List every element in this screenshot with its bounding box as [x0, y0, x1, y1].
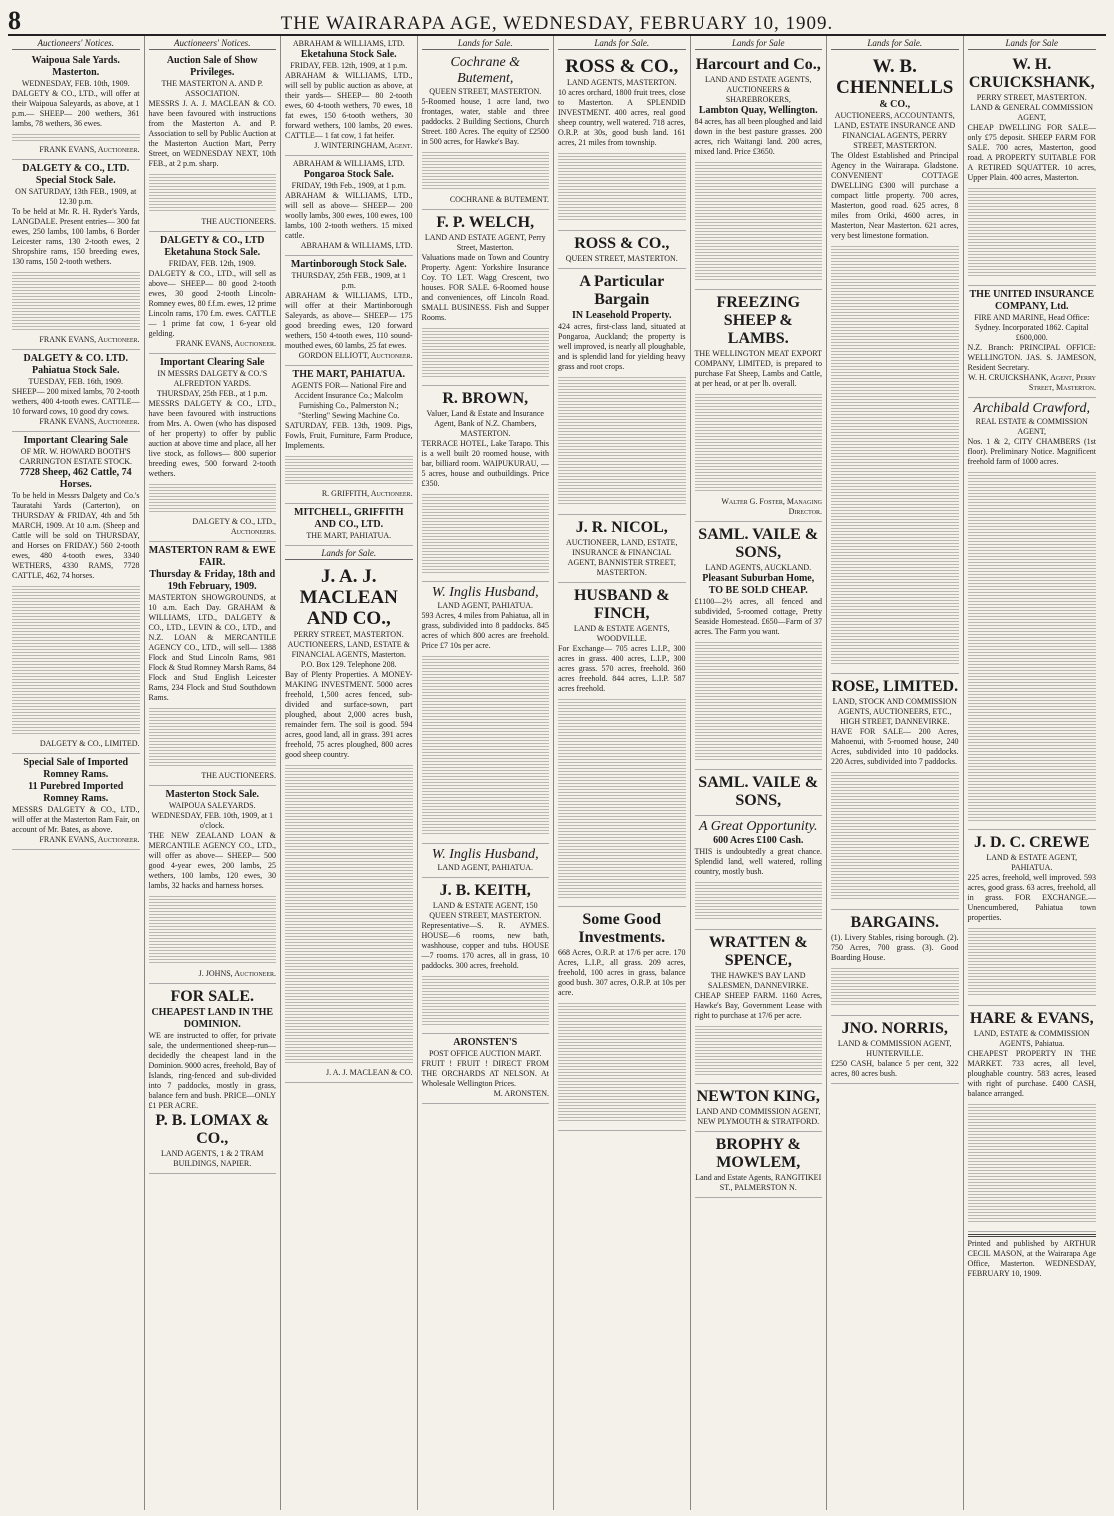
ad-maclean — [285, 562, 413, 1083]
ad-aw-pongaroa — [285, 156, 413, 256]
ad-body: 424 acres, first-class land, situated at Pongaroa, Auckland; the property is well improved, is nearly all ploughable, and is splendid land for yielding heavy grass and root crops. — [558, 322, 686, 371]
ad-signature: ABRAHAM & WILLIAMS, LTD. — [300, 241, 413, 250]
ad-pahiatua-sale — [12, 350, 140, 432]
ad-signature: DALGETY & CO., LTD., Auctioneers. — [192, 517, 276, 536]
ad-subtitle: CHEAPEST LAND IN THE DOMINION. — [151, 1007, 274, 1030]
ad-subtitle: QUEEN STREET, MASTERTON. — [565, 254, 678, 263]
ad-aw-martinborough — [285, 256, 413, 366]
ad-title: BROPHY & MOWLEM, — [715, 1136, 801, 1171]
ad-body: 5-Roomed house, 1 acre land, two frontages, water, stable and three paddocks. 2 Building Sections, Church Street. 180 Acres. The equity of £2500 in 500 acres, for Hawke's Bay. — [421, 97, 549, 146]
ad-title: J. R. NICOL, — [575, 519, 668, 536]
ad-title: HUSBAND & FINCH, — [573, 587, 670, 622]
ad-title: MASTERTON RAM & EWE FAIR. — [148, 545, 276, 568]
ad-title: Pongaroa Stock Sale. — [303, 169, 394, 180]
ad-title: FREEZING SHEEP & LAMBS. — [716, 294, 801, 347]
ad-title: Special Sale of Imported Romney Rams. — [23, 757, 129, 780]
ad-title: Masterton Stock Sale. — [165, 789, 260, 800]
ad-title: Archibald Crawford, — [973, 401, 1090, 416]
ad-date: THURSDAY, 25th FEB., 1909, at 1 p.m. — [291, 271, 406, 290]
ad-body: MESSRS J. A. J. MACLEAN & CO. have been favoured with instructions from the Masterton A. and P. Association to sell by Public Auction at the Masterton Auction Mart, Perry Street, on WEDNESDAY NEXT, 10th FEB., at 2 p.m. sharp. — [148, 99, 276, 168]
column-7 — [827, 36, 964, 1510]
ad-body: Representative—S. R. AYMES. HOUSE—6 rooms, new bath, washhouse, copper and tubs. HOUSE—7 rooms. 170 acres, all in grass, 10 paddocks. 300 acres, freehold. — [421, 921, 549, 970]
ad-carrington-sale — [12, 432, 140, 754]
ad-subtitle: LAND AND ESTATE AGENT, Perry Street, Masterton. — [424, 233, 546, 252]
ad-body: N.Z. Branch: PRINCIPAL OFFICE: WELLINGTON. JAS. S. JAMESON, Resident Secretary. — [967, 343, 1096, 372]
ad-title: J. B. KEITH, — [439, 882, 531, 899]
ad-telephone: P.O. Box 129. Telephone 208. — [300, 660, 397, 669]
ad-location: Lambton Quay, Wellington. — [698, 105, 818, 116]
ad-body: MESSRS DALGETY & CO., LTD., will offer at the Masterton Ram Fair, on account of Mr. Bates, as above. — [12, 805, 140, 834]
ad-body: £250 CASH, balance 5 per cent, 322 acres, 80 acres bush. — [831, 1059, 959, 1078]
newspaper-title: THE WAIRARAPA AGE, WEDNESDAY, FEBRUARY 10, 1909. — [280, 13, 834, 34]
ad-date: THURSDAY, 25th FEB., at 1 p.m. — [156, 389, 268, 398]
ad-body: HAVE FOR SALE— 200 Acres, Mahoenui, with 5-roomed house, 240 Acres, subdivided into 10 paddocks. 220 Acres, subdivided into 7 paddocks. — [831, 727, 959, 766]
ad-signature: FRANK EVANS, Auctioneer. — [39, 335, 140, 344]
ad-freezing-sheep — [695, 290, 823, 522]
ad-vaile-2 — [695, 770, 823, 816]
ad-subtitle: 600 Acres £100 Cash. — [713, 835, 804, 846]
ad-title: DALGETY & CO., LTD — [159, 235, 265, 246]
ad-title: ARONSTEN'S — [453, 1037, 518, 1048]
ad-title: HARE & EVANS, — [969, 1010, 1094, 1027]
ad-title: Cochrane & Butement, — [450, 55, 521, 86]
ad-subtitle: LAND & ESTATE AGENTS, WOODVILLE. — [573, 624, 670, 643]
ad-body: CHEAP SHEEP FARM. 1160 Acres, Hawke's Bay, Government Lease with right to purchase at 17/6 per acre. — [694, 991, 822, 1020]
ad-title: Eketahuna Stock Sale. — [300, 49, 397, 60]
ad-body: MASTERTON SHOWGROUNDS, at 10 a.m. Each Day. GRAHAM & WILLIAMS, LTD., DALGETY & CO., LTD., LEVIN & CO., LTD., and N.Z. LOAN & MERCANTILE AGENCY CO., LTD., will sell— 1388 Flock and Stud Lincoln Rams, 981 Flock & Stud Romney Marsh Rams, 84 Flock and Stud English Leicester Rams, 234 Flock and Stud Southdown Rams. — [148, 593, 276, 702]
ad-signature: R. GRIFFITH, Auctioneer. — [321, 489, 413, 498]
ad-subtitle: LAND AGENTS, AUCKLAND. — [705, 563, 812, 572]
ad-body: Nos. 1 & 2, CITY CHAMBERS (1st floor). Preliminary Notice. Magnificent freehold farm of 1000 acres. — [967, 437, 1096, 466]
ad-alfredton-sale — [149, 354, 277, 542]
section-header: Lands for Sale. — [558, 36, 686, 50]
ad-harcourt — [695, 52, 823, 290]
section-header: Lands for Sale. — [422, 36, 550, 50]
ad-signature: FRANK EVANS, Auctioneer. — [39, 417, 140, 426]
ad-aw-eketahuna — [285, 36, 413, 156]
ad-body: DALGETY & CO., LTD., will sell as above— SHEEP— 80 good 2-tooth ewes, 30 good 2-tooth Lincoln-Romney ewes, 80 f.f.m. ewes, 12 prime Lincoln rams, 170 f.m. ewes. CATTLE— 1 prime fat cow, 1 6-year old gelding. — [148, 269, 276, 338]
ad-inglis-husband — [422, 582, 550, 844]
ad-body: Valuations made on Town and Country Property. Agent: Yorkshire Insurance Coy. TO LET. Wagg Crescent, two houses. FOR SALE. 6-Roomed house and conveniences, off Lincoln Road. SMALL BUSINESS. Fish and Supper Rooms. — [421, 253, 549, 322]
ad-subtitle: FIRE AND MARINE, Head Office: Sydney. Incorporated 1862. Capital £600,000. — [974, 313, 1090, 342]
ad-subtitle: LAND, STOCK AND COMMISSION AGENTS, AUCTIONEERS, ETC., HIGH STREET, DANNEVIRKE. — [832, 697, 957, 726]
ad-title: JNO. NORRIS, — [841, 1020, 948, 1037]
ad-subtitle: LAND AGENT, PAHIATUA. — [437, 863, 534, 872]
ad-subtitle: AUCTIONEER, LAND, ESTATE, INSURANCE & FINANCIAL AGENT, BANNISTER STREET, MASTERTON. — [565, 538, 678, 577]
ad-title: Waipoua Sale Yards. Masterton. — [31, 55, 120, 78]
ad-body: For Exchange— 705 acres L.I.P., 300 acres in grass. 400 acres, L.I.P., 300 acres grass. 570 acres, freehold. 360 acres freehold. 844 acres, L.I.P. 587 acres freehold. — [558, 644, 686, 693]
ad-subtitle: 11 Purebred Imported Romney Rams. — [28, 781, 124, 804]
ad-mart-pahiatua — [285, 366, 413, 504]
ad-body: TERRACE HOTEL, Lake Tarapo. This is a well built 20 roomed house, with bar, billiard room. WAIPUKURAU, — 5 acres, house and outbuildings. Price £350. — [421, 439, 549, 488]
ad-subtitle: THE HAWKE'S BAY LAND SALESMEN, DANNEVIRKE. — [707, 971, 809, 990]
ad-aronsten — [422, 1034, 550, 1104]
section-header: Auctioneers' Notices. — [149, 36, 277, 50]
ad-signature: M. ARONSTEN. — [493, 1089, 549, 1098]
ad-husband-finch — [558, 583, 686, 907]
ad-brown — [422, 386, 550, 582]
ad-cheapest-land — [149, 984, 277, 1174]
ad-keith — [422, 878, 550, 1034]
ad-subtitle: Special Stock Sale. — [35, 175, 116, 186]
ad-subtitle: Eketahuna Stock Sale. — [164, 247, 261, 258]
ad-norris — [831, 1016, 959, 1084]
section-header: Auctioneers' Notices. — [12, 36, 140, 50]
ad-body: 225 acres, freehold, well improved. 593 acres, good grass. 63 acres, freehold, all in grass. FOR EXCHANGE.— Unencumbered, Pahiatua town properties. — [967, 873, 1096, 922]
ad-body: The Oldest Established and Principal Agency in the Wairarapa. Gladstone. CONVENIENT COTTAGE DWELLING £300 will purchase a compact little property. 700 acres, Masterton, good road. 625 acres, 8 miles from Oriki, 4600 acres, in Masterton, Near Masterton. 621 acres, very best limestone formation. — [831, 151, 959, 240]
ad-title: Some Good Investments. — [578, 911, 666, 946]
ad-signature: THE AUCTIONEERS. — [201, 771, 276, 780]
ad-investments — [558, 907, 686, 1131]
ad-cochrane-butement — [422, 52, 550, 210]
column-6 — [691, 36, 828, 1510]
column-1 — [8, 36, 145, 1510]
ad-header: ABRAHAM & WILLIAMS, LTD. — [292, 159, 405, 168]
column-3 — [281, 36, 418, 1510]
agent-name: P. B. LOMAX & CO., — [155, 1112, 270, 1147]
ad-show-privileges — [149, 52, 277, 232]
ad-subtitle: LAND, ESTATE & COMMISSION AGENTS, Pahiatua. — [973, 1029, 1090, 1048]
ad-title: W. H. CRUICKSHANK, — [968, 56, 1095, 91]
ad-signature: Walter G. Foster, Managing Director. — [721, 497, 822, 516]
ad-subtitle: PERRY STREET, MASTERTON. AUCTIONEERS, LAND, ESTATE & FINANCIAL AGENTS, Masterton. — [287, 630, 410, 659]
ad-ram-ewe-fair — [149, 542, 277, 786]
ad-body: CHEAP DWELLING FOR SALE—only £75 deposit. SHEEP FARM FOR SALE. 700 acres, Masterton, good road. A PROPERTY SUITABLE FOR A RETIRED SQUATTER. 10 acres, Upper Plain. 400 acres, Masterton. — [967, 123, 1096, 182]
imprint: Printed and published by ARTHUR CECIL MASON, at the Wairarapa Age Office, Masterton. WEDNESDAY, FEBRUARY 10, 1909. — [967, 1239, 1096, 1278]
ad-subtitle: LAND AGENT, PAHIATUA. — [437, 601, 534, 610]
ad-subtitle: LAND AGENTS, MASTERTON. — [566, 78, 677, 87]
ad-date: TUESDAY, FEB. 16th, 1909. — [28, 377, 123, 386]
ad-subtitle: OF MR. W. HOWARD BOOTH'S CARRINGTON ESTATE STOCK. — [19, 447, 133, 466]
ad-cruickshank — [968, 52, 1097, 286]
ad-body: DALGETY & CO., LTD., will offer at their Waipoua Saleyards, as above, at 1 p.m.— SHEEP— 200 wethers, 361 lambs, 78 wethers, 36 ewes. — [12, 89, 140, 128]
ad-title: WRATTEN & SPENCE, — [708, 934, 808, 969]
ad-title: ROSS & CO., — [574, 235, 670, 252]
column-5 — [554, 36, 691, 1510]
ad-body: 668 Acres, O.R.P. at 17/6 per acre. 170 Acres, L.I.P., all grass. 209 acres, freehold, 100 acres in grass, balance good bush. 307 acres, O.R.P. at 10s per acre. — [558, 948, 686, 997]
ad-langdale-sale — [12, 160, 140, 350]
ad-title: Important Clearing Sale — [160, 357, 265, 368]
ad-title: W. B. CHENNELLS — [836, 56, 954, 98]
ad-subtitle: LAND & COMMISSION AGENT, HUNTERVILLE. — [837, 1039, 952, 1058]
ad-title: SAML. VAILE & SONS, — [698, 526, 819, 561]
ad-date: FRIDAY, FEB. 12th, 1909. — [168, 259, 256, 268]
ad-crawford — [968, 398, 1097, 830]
ad-subtitle: PERRY STREET, MASTERTON. LAND & GENERAL COMMISSION AGENT, — [970, 93, 1094, 122]
ad-body: ABRAHAM & WILLIAMS, LTD., will sell as above— SHEEP— 200 woolly lambs, 300 ewes, 100 ewes, 100 lambs, 100 2-tooth wethers. 15 mixed cattle. — [285, 191, 413, 240]
ad-title: ROSS & CO., — [565, 56, 679, 77]
ad-description: AUCTIONEERS, ACCOUNTANTS, LAND, ESTATE INSURANCE AND FINANCIAL AGENTS, PERRY STREET, MASTERTON. — [834, 111, 956, 150]
ad-great-opportunity — [695, 816, 823, 930]
ad-title: THE UNITED INSURANCE COMPANY, Ltd. — [969, 289, 1094, 312]
section-header: Lands for Sale. — [831, 36, 959, 50]
ad-subtitle: Valuer, Land & Estate and Insurance Agent, Bank of N.Z. Chambers, MASTERTON. — [426, 409, 544, 438]
ad-welch — [422, 210, 550, 386]
ad-subtitle: LAND & ESTATE AGENT, PAHIATUA. — [986, 853, 1078, 872]
ad-location: Pleasant Suburban Home, TO BE SOLD CHEAP. — [702, 573, 815, 596]
section-header: Lands for Sale — [695, 36, 823, 50]
ad-title: ROSE, LIMITED. — [831, 678, 959, 695]
ad-subtitle: LAND & ESTATE AGENT, 150 QUEEN STREET, MASTERTON. — [429, 901, 542, 920]
column-4 — [418, 36, 555, 1510]
ad-subtitle: Land and Estate Agents, RANGITIKEI ST., PALMERSTON N. — [695, 1173, 822, 1192]
ad-signature: FRANK EVANS, Auctioneer. — [175, 339, 276, 348]
ad-body: To be held at Mr. R. H. Ryder's Yards, LANGDALE. Present entries— 300 fat ewes, 250 lambs, 100 lambs, 6 Border Leicester rams, 130 2-tooth ewes, 2 Shropshire rams, 150 breeding ewes, 130 rams, 150 2-tooth wethers. — [12, 207, 140, 266]
ad-body: To be held in Messrs Dalgety and Co.'s Tauratahi Yards (Carterton), on THURSDAY & FRIDAY, 4th and 5th MARCH, 1909. At 10 a.m. (Sheep and Cattle will be sold on THURSDAY, and Horses on FRIDAY.) 560 2-tooth ewes, 480 4-tooth ewes, 3340 WETHERS, 4330 RAMS, 7728 CATTLE, 462, 74 horses. — [12, 491, 140, 580]
ad-bargain — [558, 269, 686, 515]
ad-romney-rams — [12, 754, 140, 850]
ad-title: BARGAINS. — [850, 914, 939, 931]
ad-mitchell-griffith — [285, 504, 413, 546]
ad-title: J. D. C. CREWE — [973, 834, 1090, 851]
ad-title: A Great Opportunity. — [698, 819, 818, 834]
ad-header: ABRAHAM & WILLIAMS, LTD. — [292, 39, 405, 48]
ad-crewe — [968, 830, 1097, 1006]
ad-title: DALGETY & CO., LTD. — [22, 163, 130, 174]
ad-title: Martinborough Stock Sale. — [290, 259, 407, 270]
ad-title: Harcourt and Co., — [695, 56, 821, 73]
masthead — [8, 6, 1106, 36]
ad-signature: FRANK EVANS, Auctioneer. — [39, 835, 140, 844]
ad-date: WEDNESDAY, FEB. 10th, 1909, at 1 o'clock. — [151, 811, 274, 830]
ad-signature: W. H. CRUICKSHANK, Agent, Perry Street, Masterton. — [968, 373, 1096, 392]
ad-body: Bay of Plenty Properties. A MONEY-MAKING INVESTMENT. 5000 acres freehold, 1,500 acres fenced, sub-divided and surface-sown, part ploughed, about 2,000 acres bush, remainder fern. The soil is good. 594 acres, good land, all in grass. 391 acres freehold, 75 acres ploughed, 800 acres good sheep country. — [285, 670, 413, 759]
ad-body: THIS is undoubtedly a great chance. Splendid land, well watered, rolling country, mostly bush. — [694, 847, 822, 876]
ad-ross — [558, 52, 686, 231]
ad-headline: 7728 Sheep, 462 Cattle, 74 Horses. — [19, 467, 132, 490]
ad-masterton-sale — [149, 786, 277, 984]
ad-title: MITCHELL, GRIFFITH AND CO., LTD. — [294, 507, 404, 530]
ad-title: SAML. VAILE & SONS, — [698, 774, 819, 809]
ad-signature: J. JOHNS, Auctioneer. — [198, 969, 276, 978]
section-header: Lands for Sale — [968, 36, 1097, 50]
ad-subtitle: LAND AND ESTATE AGENTS, AUCTIONEERS & SHAREBROKERS, — [705, 75, 812, 104]
ad-signature: THE AUCTIONEERS. — [201, 217, 276, 226]
ad-signature: COCHRANE & BUTEMENT. — [449, 195, 549, 204]
ad-body: MESSRS DALGETY & CO., LTD., have been favoured with instructions from Mrs. A. Owen (who has disposed of her property) to offer by public auction at above time and place, all her live stock, as follows— 800 superior breeding ewes, 500 forward 2-tooth wethers. — [148, 399, 276, 478]
ad-subtitle: THE MASTERTON A. AND P. ASSOCIATION. — [161, 79, 264, 98]
ad-body: 10 acres orchard, 1800 fruit trees, close to Masterton. A SPLENDID INVESTMENT. 400 acres, real good sheep country, well watered. 718 acres, O.R.P. at 30s, good bush land. 161 acres, 21 miles from township. — [558, 88, 686, 147]
ad-date: Thursday & Friday, 18th and 19th February, 1909. — [149, 569, 276, 592]
ad-signature: J. WINTERINGHAM, Agent. — [314, 141, 413, 150]
ad-subtitle: POST OFFICE AUCTION MART. — [428, 1049, 542, 1058]
ad-subtitle: IN Leasehold Property. — [571, 310, 672, 321]
ad-signature: GORDON ELLIOTT, Auctioneer. — [298, 351, 413, 360]
ad-chennells — [831, 52, 959, 674]
ad-united-insurance — [968, 286, 1097, 398]
ad-body: CHEAPEST PROPERTY IN THE MARKET. 733 acres, all level, ploughable country. 583 acres, leased with right of purchase. £400 CASH, balance arranged. — [967, 1049, 1096, 1098]
ad-subtitle: AGENTS FOR— National Fire and Accident Insurance Co.; Malcolm Furnishing Co., Palmerston N.; "Sterling" Sewing Machine Co. — [291, 381, 407, 420]
ad-title: THE MART, PAHIATUA. — [292, 369, 405, 380]
ad-subtitle: Pahiatua Stock Sale. — [31, 365, 120, 376]
ad-title: W. Inglis Husband, — [431, 847, 539, 862]
ad-title: Important Clearing Sale — [23, 435, 128, 446]
ad-date: FRIDAY, FEB. 12th, 1909, at 1 p.m. — [290, 61, 408, 70]
ad-bargains — [831, 910, 959, 1016]
ad-signature: J. A. J. MACLEAN & CO. — [326, 1068, 413, 1077]
ad-subtitle: THE MART, PAHIATUA. — [306, 531, 392, 540]
ad-subtitle: & CO., — [879, 99, 911, 110]
ad-vaile — [695, 522, 823, 770]
ad-title: F. P. WELCH, — [436, 214, 535, 231]
ad-title: R. BROWN, — [442, 390, 529, 407]
ad-body: ABRAHAM & WILLIAMS, LTD., will sell by public auction as above, at their yards— SHEEP— 80 2-tooth ewes, 60 4-tooth wethers, 70 ewes, 18 fat ewes, 150 6-tooth wethers, 30 forward wethers, 100 lambs, 20 ewes. CATTLE— 1 fat cow, 1 fat heifer. — [285, 71, 413, 140]
ad-date: WEDNESDAY, FEB. 10th, 1909. — [21, 79, 130, 88]
ad-date: ON SATURDAY, 13th FEB., 1909, at 12.30 p.m. — [15, 187, 137, 206]
ad-body: WE are instructed to offer, for private sale, the undermentioned sheep-run—decidedly the cheapest land in the Dominion. 9000 acres, freehold, Bay of Islands, ring-fenced and sub-divided into 7 paddocks, mostly in grass, balance fern and bush. PRICE—ONLY £1 PER ACRE. — [148, 1031, 276, 1110]
ad-brophy-mowlem — [695, 1132, 823, 1198]
ad-body: (1). Livery Stables, rising borough. (2). 750 Acres, 700 grass. (3). Good Boarding House. — [831, 933, 959, 962]
column-8 — [964, 36, 1101, 1510]
ad-signature: FRANK EVANS, Auctioneer. — [39, 145, 140, 154]
ad-body: 84 acres, has all been ploughed and laid down in the best pasture grasses. 200 acres, rich Waitangi land. 200 acres, mixed land. Price £3650. — [694, 117, 823, 156]
ad-subtitle: WAIPOUA SALEYARDS. — [168, 801, 256, 810]
ad-body: £1100—2½ acres, all fenced and subdivided, 5-roomed cottage, Pretty Seaside Homestead. £650—Farm of 37 acres. The Farm you want. — [694, 597, 822, 636]
ad-date: FRIDAY, 19th Feb., 1909, at 1 p.m. — [291, 181, 406, 190]
column-2 — [145, 36, 282, 1510]
ad-signature: DALGETY & CO., LIMITED. — [39, 739, 140, 748]
columns — [8, 36, 1106, 1510]
ad-rose-limited — [831, 674, 959, 910]
ad-body: 593 Acres, 4 miles from Pahiatua, all in grass, subdivided into 8 paddocks. 845 acres of which 800 acres are freehold. Price £7 10s per acre. — [421, 611, 549, 650]
ad-subtitle: QUEEN STREET, MASTERTON. — [429, 87, 542, 96]
ad-title: Auction Sale of Show Privileges. — [166, 55, 258, 78]
ad-title: W. Inglis Husband, — [431, 585, 539, 600]
ad-eketahuna-sale — [149, 232, 277, 354]
section-header: Lands for Sale. — [285, 546, 413, 560]
ad-inglis-husband-2 — [422, 844, 550, 878]
ad-waipoua-sale — [12, 52, 140, 160]
page-number: 8 — [8, 6, 21, 35]
ad-subtitle: LAND AND COMMISSION AGENT, NEW PLYMOUTH & STRATFORD. — [696, 1107, 821, 1126]
ad-subtitle: REAL ESTATE & COMMISSION AGENT, — [975, 417, 1088, 436]
ad-title: NEWTON KING, — [696, 1088, 820, 1105]
ad-newton-king — [695, 1084, 823, 1132]
ad-nicol — [558, 515, 686, 583]
ad-body: THE NEW ZEALAND LOAN & MERCANTILE AGENCY CO., LTD., will offer as above— SHEEP— 500 good 4-year ewes, 200 lambs, 25 wethers, 100 lambs, 120 ewes, 30 lambs, 32 hacks and harness horses. — [148, 831, 276, 890]
ad-title: DALGETY & CO. LTD. — [23, 353, 129, 364]
ad-ross-2 — [558, 231, 686, 269]
ad-wratten-spence — [695, 930, 823, 1084]
ad-title: A Particular Bargain — [579, 273, 665, 308]
ad-subtitle: IN MESSRS DALGETY & CO.'S ALFREDTON YARDS. — [157, 369, 268, 388]
ad-title: FOR SALE. — [170, 988, 255, 1005]
ad-hare-evans — [968, 1006, 1097, 1232]
ad-title: J. A. J. MACLEAN AND CO., — [299, 566, 398, 629]
ad-body: SATURDAY, FEB. 13th, 1909. Pigs, Fowls, Fruit, Furniture, Farm Produce, Implements. — [285, 421, 413, 450]
ad-body: FRUIT ! FRUIT ! DIRECT FROM THE ORCHARDS AT NELSON. At Wholesale Wellington Prices. — [421, 1059, 549, 1088]
ad-body: SHEEP— 200 mixed lambs, 70 2-tooth wethers, 400 4-tooth ewes. CATTLE— 10 forward cows, 10 good dry cows. — [12, 387, 140, 416]
ad-body: THE WELLINGTON MEAT EXPORT COMPANY, LIMITED, is prepared to purchase Fat Sheep, Lambs and Cattle, at per head, or at per lb. overall. — [694, 349, 822, 388]
agent-address: LAND AGENTS, 1 & 2 TRAM BUILDINGS, NAPIER. — [160, 1149, 264, 1168]
ad-body: ABRAHAM & WILLIAMS, LTD., will offer at their Martinborough Saleyards, as above— SHEEP— 175 good breeding ewes, 120 forward wethers, 150 4-tooth ewes, 110 sound-mouthed ewes, 60 lambs, 25 fat ewes. — [285, 291, 413, 350]
